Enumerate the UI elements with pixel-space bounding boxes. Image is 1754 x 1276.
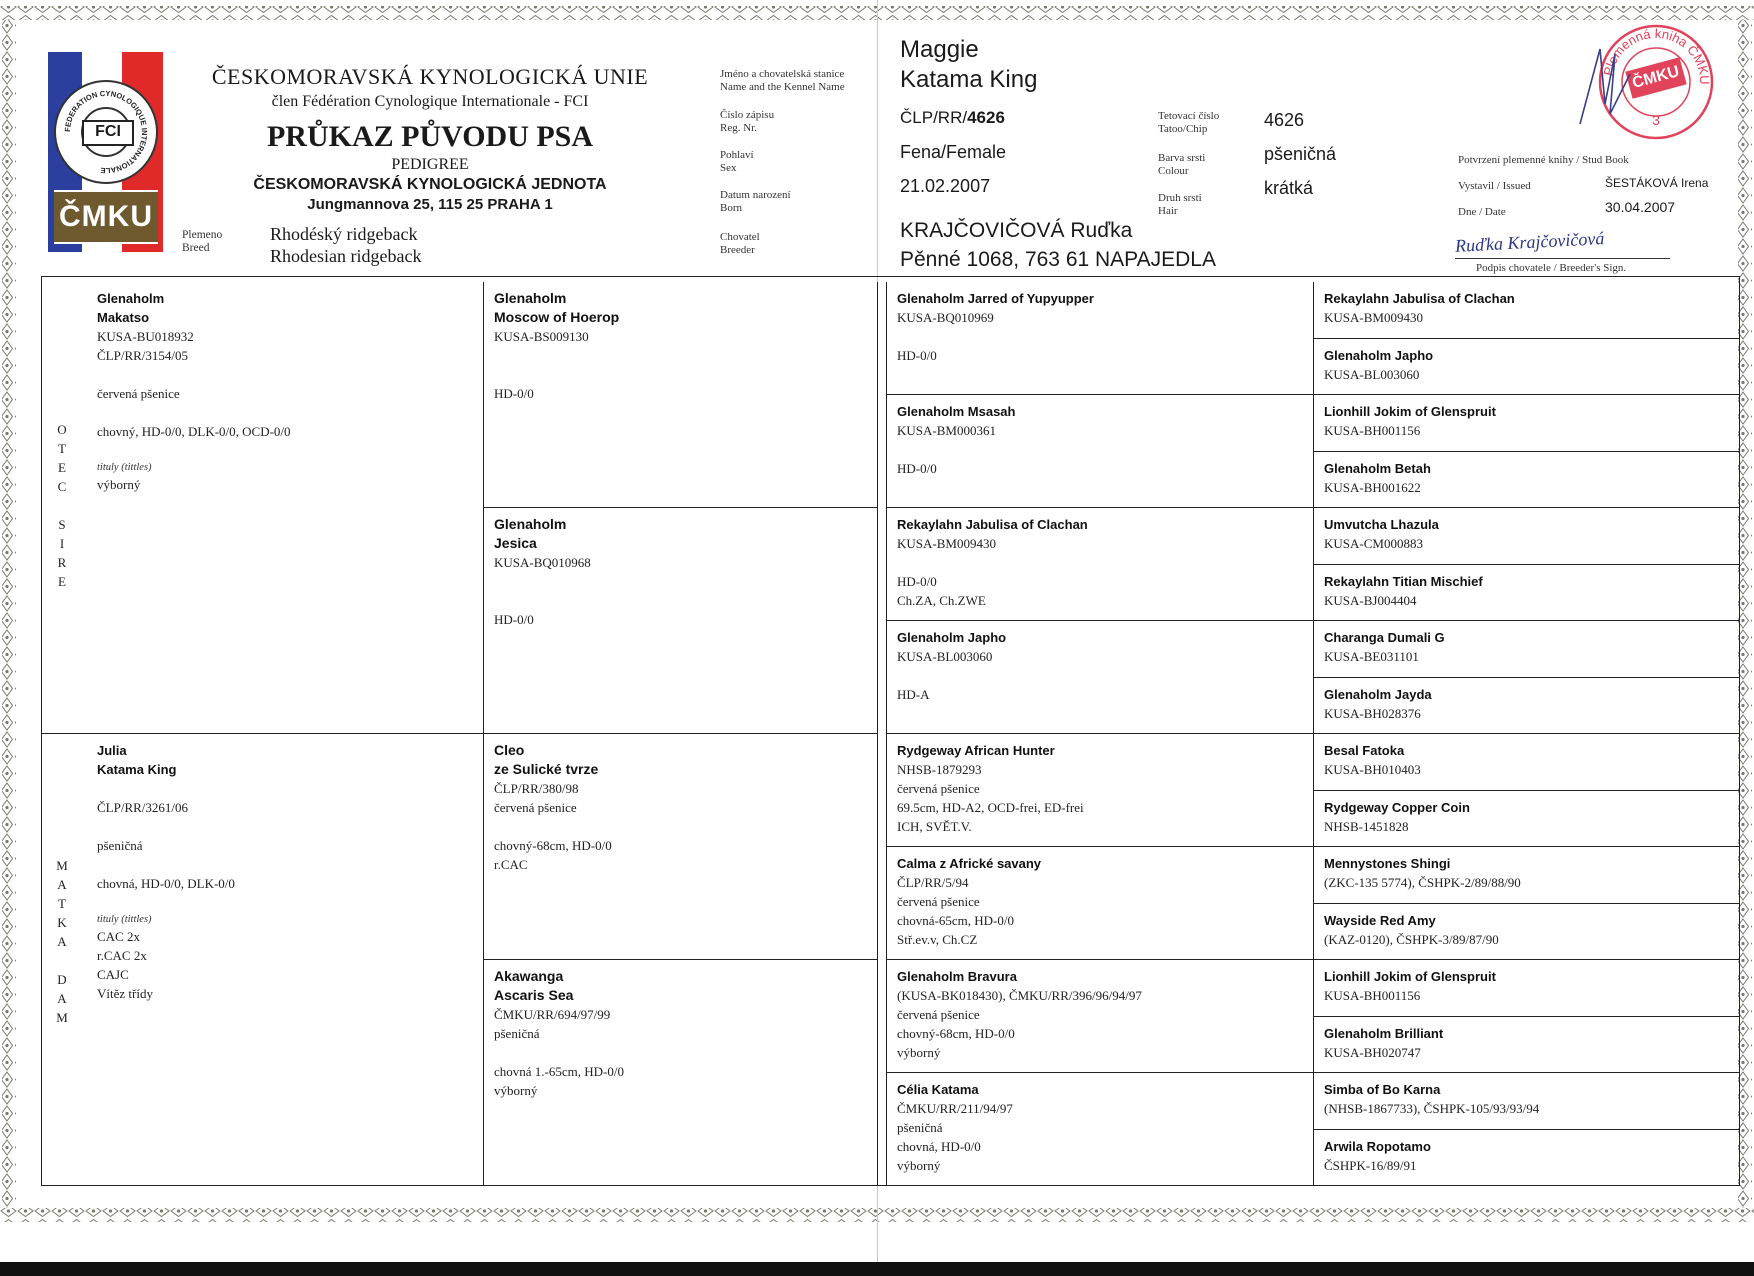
g3-cell-4 [886, 621, 1314, 734]
breed-en: Rhodesian ridgeback [270, 246, 422, 266]
dam-line [97, 893, 473, 912]
g2-line: chovný-68cm, HD-0/0 [494, 838, 612, 853]
cmku-logo-icon [54, 190, 158, 244]
label-born-en: Born [720, 202, 742, 214]
stamp-logo: ČMKU [1625, 57, 1686, 99]
label-hair-cz: Druh srsti [1158, 192, 1202, 204]
g3-cell-7 [886, 960, 1314, 1073]
breed-cz: Rhodéský ridgeback [270, 224, 418, 244]
label-reg-cz: Číslo zápisu [720, 109, 775, 121]
fci-logo-icon [54, 80, 158, 184]
label-name-en: Name and the Kennel Name [720, 81, 845, 93]
g4-name: Charanga Dumali G [1324, 630, 1445, 645]
label-sex-cz: Pohlaví [720, 149, 754, 161]
g3-line: KUSA-BM000361 [897, 423, 996, 438]
dog-reg-prefix: ČLP/RR/ [900, 108, 968, 127]
sire-label-char: C [57, 479, 67, 494]
g2-line: KUSA-BQ010968 [494, 555, 591, 570]
g2-line: pšeničná [494, 1026, 540, 1041]
g2-name1: Cleo [494, 742, 525, 758]
dam-line [97, 855, 473, 874]
g2-line: ČLP/RR/380/98 [494, 781, 579, 796]
label-date: Dne / Date [1458, 206, 1506, 218]
g4-name: Simba of Bo Karna [1324, 1082, 1441, 1097]
g4-cell-4 [1314, 452, 1740, 508]
g3-line: KUSA-BQ010969 [897, 310, 994, 325]
breeder-address: Pěnné 1068, 763 61 NAPAJEDLA [900, 248, 1216, 271]
sire-line: KUSA-BU018932 [97, 329, 194, 344]
doc-title: PRŮKAZ PŮVODU PSA [266, 120, 594, 153]
g2-name2: Ascaris Sea [494, 987, 574, 1003]
scan-edge [0, 1262, 1754, 1276]
sire-label-char: I [59, 536, 65, 551]
g2-cell-1 [484, 282, 878, 508]
g4-cell-16 [1314, 1130, 1740, 1186]
g3-name: Glenaholm Japho [897, 630, 1007, 645]
g4-cell-15 [1314, 1073, 1740, 1130]
dam-line [97, 817, 473, 836]
g4-name: Glenaholm Jayda [1324, 687, 1432, 702]
g4-cell-10 [1314, 791, 1740, 847]
g3-line: KUSA-BL003060 [897, 649, 993, 664]
g3-line: chovná-65cm, HD-0/0 [897, 913, 1014, 928]
g3-line: chovná, HD-0/0 [897, 1139, 981, 1154]
dam-line: pšeničná [97, 838, 143, 853]
sire-label-char: R [57, 555, 67, 570]
g3-line: KUSA-BM009430 [897, 536, 996, 551]
g3-line: ČLP/RR/5/94 [897, 875, 969, 890]
sire-label-char: T [58, 441, 66, 456]
g2-cell-2 [484, 508, 878, 734]
g2-name2: Moscow of Hoerop [494, 309, 620, 325]
g3-line: HD-A [897, 687, 930, 702]
g2-line: ČMKU/RR/694/97/99 [494, 1007, 611, 1022]
label-colour-en: Colour [1158, 165, 1189, 177]
g4-cell-1 [1314, 282, 1740, 339]
g4-reg: KUSA-BH001156 [1324, 423, 1421, 438]
sire-label-char: S [58, 517, 66, 532]
g3-line: HD-0/0 [897, 348, 937, 363]
g4-reg: KUSA-BH001622 [1324, 480, 1421, 495]
g4-cell-12 [1314, 904, 1740, 960]
g3-line: (KUSA-BK018430), ČMKU/RR/396/96/94/97 [897, 988, 1142, 1003]
g3-line: výborný [897, 1045, 941, 1060]
g4-cell-8 [1314, 678, 1740, 734]
g2-name1: Glenaholm [494, 516, 567, 532]
g4-name: Glenaholm Betah [1324, 461, 1431, 476]
org-member: člen Fédération Cynologique Internationale - FCI [271, 93, 589, 110]
dam-titles-label: tituly (tittles) [97, 914, 152, 925]
g4-reg: NHSB-1451828 [1324, 819, 1409, 834]
g2-line: červená pšenice [494, 800, 577, 815]
g3-name: Glenaholm Jarred of Yupyupper [897, 291, 1094, 306]
g2-name1: Akawanga [494, 968, 564, 984]
g4-cell-9 [1314, 734, 1740, 791]
g4-name: Rekaylahn Jabulisa of Clachan [1324, 291, 1515, 306]
g3-line: NHSB-1879293 [897, 762, 982, 777]
breed-label-en: Breed [182, 242, 210, 254]
g4-name: Lionhill Jokim of Glenspruit [1324, 404, 1496, 419]
g2-line: HD-0/0 [494, 386, 534, 401]
g3-line: červená pšenice [897, 1007, 980, 1022]
g2-cell-4 [484, 960, 878, 1186]
dog-reg-number [900, 108, 1005, 128]
g3-line: červená pšenice [897, 781, 980, 796]
label-tattoo-en: Tatoo/Chip [1158, 123, 1208, 135]
dam-label-char: A [57, 934, 67, 949]
g4-cell-14 [1314, 1017, 1740, 1073]
g2-line: HD-0/0 [494, 612, 534, 627]
g2-line: r.CAC [494, 857, 528, 872]
doc-subtitle: PEDIGREE [391, 156, 469, 173]
stamp-number: 3 [1652, 112, 1660, 128]
g3-line: výborný [897, 1158, 941, 1173]
dam-side-label [55, 856, 69, 1027]
g3-line: pšeničná [897, 1120, 943, 1135]
g3-line: ČMKU/RR/211/94/97 [897, 1101, 1013, 1116]
label-studbook: Potvrzení plemenné knihy / Stud Book [1458, 154, 1629, 166]
dog-name: Maggie [900, 36, 979, 63]
g3-name: Célia Katama [897, 1082, 979, 1097]
sire-label-char: E [58, 574, 66, 589]
label-hair-en: Hair [1158, 205, 1178, 217]
sire-line [97, 441, 473, 460]
address: Jungmannova 25, 115 25 PRAHA 1 [307, 196, 553, 213]
cmku-logo-text: ČMKU [54, 192, 158, 242]
dog-colour: pšeničná [1264, 144, 1337, 164]
logo-block [48, 52, 163, 252]
dam-title: CAC 2x [97, 929, 140, 944]
sire-label-char: O [57, 422, 67, 437]
issued-by: ŠESTÁKOVÁ Irena [1605, 176, 1709, 190]
breeder-signature: Ruďka Krajčovičová [1454, 228, 1605, 256]
g4-cell-6 [1314, 565, 1740, 621]
g4-reg: KUSA-BJ004404 [1324, 593, 1417, 608]
org-title: ČESKOMORAVSKÁ KYNOLOGICKÁ UNIE [211, 64, 649, 89]
g3-cell-1 [886, 282, 1314, 395]
g3-name: Glenaholm Msasah [897, 404, 1016, 419]
g3-name: Calma z Africké savany [897, 856, 1042, 871]
g3-cell-3 [886, 508, 1314, 621]
g3-cell-5 [886, 734, 1314, 847]
g4-reg: KUSA-BH001156 [1324, 988, 1421, 1003]
dog-sex: Fena/Female [900, 142, 1007, 162]
g3-cell-6 [886, 847, 1314, 960]
label-breeder-cz: Chovatel [720, 231, 760, 243]
g4-reg: KUSA-BH028376 [1324, 706, 1421, 721]
g4-name: Arwila Ropotamo [1324, 1139, 1431, 1154]
g4-cell-13 [1314, 960, 1740, 1017]
g4-name: Wayside Red Amy [1324, 913, 1436, 928]
label-tattoo-cz: Tetovací číslo [1158, 110, 1220, 122]
sire-name2: Makatso [97, 310, 150, 325]
sire-cell [87, 282, 484, 734]
g4-reg: KUSA-BL003060 [1324, 367, 1420, 382]
g4-reg: (NHSB-1867733), ČSHPK-105/93/93/94 [1324, 1101, 1540, 1116]
g4-name: Lionhill Jokim of Glenspruit [1324, 969, 1496, 984]
g4-name: Rydgeway Copper Coin [1324, 800, 1470, 815]
g4-reg: KUSA-BH010403 [1324, 762, 1421, 777]
g2-name1: Glenaholm [494, 290, 567, 306]
g4-reg: KUSA-CM000883 [1324, 536, 1423, 551]
dog-hair: krátká [1264, 178, 1314, 198]
dog-born: 21.02.2007 [900, 176, 991, 196]
dam-name2: Katama King [97, 762, 177, 777]
g4-reg: ČSHPK-16/89/91 [1324, 1158, 1417, 1173]
dam-label-char: M [56, 1010, 68, 1025]
g4-cell-3 [1314, 395, 1740, 452]
g4-reg: KUSA-BM009430 [1324, 310, 1423, 325]
g2-name2: ze Sulické tvrze [494, 761, 599, 777]
dam-line [97, 779, 473, 798]
g3-line: chovný-68cm, HD-0/0 [897, 1026, 1015, 1041]
g4-cell-5 [1314, 508, 1740, 565]
dam-label-char: K [57, 915, 67, 930]
dam-cell [87, 734, 484, 1186]
g3-line: HD-0/0 [897, 574, 937, 589]
dam-label-char: T [58, 896, 66, 911]
g3-name: Rydgeway African Hunter [897, 743, 1055, 758]
breed-label-cz: Plemeno [182, 229, 223, 241]
g3-line: červená pšenice [897, 894, 980, 909]
g2-line: chovná 1.-65cm, HD-0/0 [494, 1064, 624, 1079]
g3-line: Stř.ev.v, Ch.CZ [897, 932, 978, 947]
dam-title: Vítěz třídy [97, 986, 153, 1001]
dam-label-char: M [56, 858, 68, 873]
sire-line: chovný, HD-0/0, DLK-0/0, OCD-0/0 [97, 424, 291, 439]
g4-reg: KUSA-BH020747 [1324, 1045, 1421, 1060]
sire-line: červená pšenice [97, 386, 180, 401]
label-breeder-sign: Podpis chovatele / Breeder's Sign. [1476, 262, 1627, 274]
g2-cell-3 [484, 734, 878, 960]
issued-date: 30.04.2007 [1605, 199, 1676, 215]
g4-name: Rekaylahn Titian Mischief [1324, 574, 1483, 589]
g3-line: HD-0/0 [897, 461, 937, 476]
g4-cell-2 [1314, 339, 1740, 395]
dam-line: chovná, HD-0/0, DLK-0/0 [97, 876, 235, 891]
dam-label-char: A [57, 877, 67, 892]
g4-name: Glenaholm Japho [1324, 348, 1434, 363]
sire-title: výborný [97, 477, 141, 492]
g4-cell-11 [1314, 847, 1740, 904]
g2-name2: Jesica [494, 535, 537, 551]
g4-name: Umvutcha Lhazula [1324, 517, 1439, 532]
sire-dam-divider [41, 733, 87, 734]
dam-title: CAJC [97, 967, 129, 982]
g4-reg: (KAZ-0120), ČSHPK-3/89/87/90 [1324, 932, 1499, 947]
sire-side-label [55, 420, 69, 591]
org2: ČESKOMORAVSKÁ KYNOLOGICKÁ JEDNOTA [253, 176, 607, 193]
stamp-scribble [1560, 44, 1650, 134]
label-colour-cz: Barva srsti [1158, 152, 1206, 164]
dam-name1: Julia [97, 743, 127, 758]
signature-line [1455, 258, 1670, 259]
g4-name: Besal Fatoka [1324, 743, 1405, 758]
dam-label-char: D [57, 972, 67, 987]
sire-line [97, 403, 473, 422]
sire-titles-label: tituly (tittles) [97, 462, 152, 473]
fci-ring-text: FEDERATION CYNOLOGIQUE INTERNATIONALE [62, 88, 150, 176]
sire-name1: Glenaholm [97, 291, 165, 306]
sire-line [97, 365, 473, 384]
sire-line: ČLP/RR/3154/05 [97, 348, 189, 363]
g3-name: Rekaylahn Jabulisa of Clachan [897, 517, 1088, 532]
dog-reg-num: 4626 [967, 108, 1005, 127]
sire-label-char: E [58, 460, 66, 475]
label-born-cz: Datum narození [720, 189, 791, 201]
g2-line: KUSA-BS009130 [494, 329, 589, 344]
label-sex-en: Sex [720, 162, 737, 174]
g3-line: Ch.ZA, Ch.ZWE [897, 593, 986, 608]
dam-label-char: A [57, 991, 67, 1006]
g2-line: výborný [494, 1083, 538, 1098]
label-issued: Vystavil / Issued [1458, 180, 1531, 192]
g3-cell-8 [886, 1073, 1314, 1186]
stamp-ring-text: Plemenná kniha ČMKU [1600, 25, 1713, 85]
g4-cell-7 [1314, 621, 1740, 678]
g4-reg: KUSA-BE031101 [1324, 649, 1419, 664]
g4-name: Glenaholm Brilliant [1324, 1026, 1444, 1041]
label-name-cz: Jméno a chovatelská stanice [720, 68, 845, 80]
g3-line: 69.5cm, HD-A2, OCD-frei, ED-frei [897, 800, 1084, 815]
dam-title: r.CAC 2x [97, 948, 147, 963]
label-breeder-en: Breeder [720, 244, 755, 256]
g3-cell-2 [886, 395, 1314, 508]
breeder-name: KRAJČOVIČOVÁ Ruďka [900, 219, 1133, 242]
g4-reg: (ZKC-135 5774), ČSHPK-2/89/88/90 [1324, 875, 1521, 890]
g3-line: ICH, SVĚT.V. [897, 819, 972, 834]
dog-tattoo: 4626 [1264, 110, 1305, 130]
label-reg-en: Reg. Nr. [720, 122, 757, 134]
fci-text: FCI [82, 120, 134, 146]
g4-name: Mennystones Shingi [1324, 856, 1451, 871]
dog-kennel: Katama King [900, 66, 1038, 93]
dam-line: ČLP/RR/3261/06 [97, 800, 189, 815]
g3-name: Glenaholm Bravura [897, 969, 1017, 984]
